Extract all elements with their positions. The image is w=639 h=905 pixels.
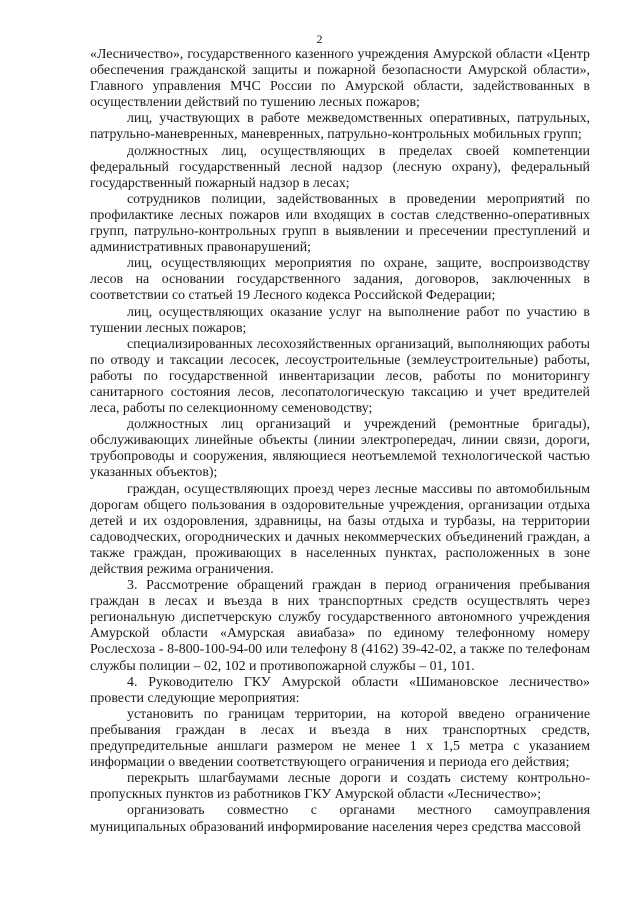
paragraph-measure-public-information: организовать совместно с органами местного самоуправления муниципальных образований информирование населения через средства массовой bbox=[90, 803, 590, 835]
paragraph-exempt-specialized-organizations: специализированных лесохозяйственных организаций, выполняющих работы по отводу и таксации лесосек, лесоустроительные (землеустроительные) работы, работы по государственной инвентаризации лесов, работы по мониторингу санитарного состояния лесов, лесопатологическую таксацию и учет вредителей леса, работы по селекционному семеноводству; bbox=[90, 336, 590, 417]
paragraph-exempt-forest-protection: лиц, осуществляющих мероприятия по охране, защите, воспроизводству лесов на основании государственного задания, договоров, заключенных в соответствии со статьей 19 Лесного кодекса Российской Федерации; bbox=[90, 256, 590, 304]
document-body bbox=[90, 47, 590, 836]
paragraph-exempt-linear-objects-staff: должностных лиц организаций и учреждений (ремонтные бригады), обслуживающих линейные объекты (линии электропередач, линии связи, дороги, трубопроводы и сооружения, являющиеся неотъемлемой технологической частью указанных объектов); bbox=[90, 417, 590, 481]
paragraph-item-4-measures: 4. Руководителю ГКУ Амурской области «Шимановское лесничество» провести следующие мероприятия: bbox=[90, 674, 590, 706]
paragraph-measure-barriers-checkpoints: перекрыть шлагбаумами лесные дороги и создать систему контрольно-пропускных пунктов из работников ГКУ Амурской области «Лесничество»; bbox=[90, 771, 590, 803]
paragraph-exempt-forestry-fire-services: «Лесничество», государственного казенного учреждения Амурской области «Центр обеспечения гражданской защиты и пожарной безопасности Амурской области», Главного управления МЧС России по Амурской области, задействованных в осуществлении действий по тушению лесных пожаров; bbox=[90, 47, 590, 111]
paragraph-exempt-citizens-transit: граждан, осуществляющих проезд через лесные массивы по автомобильным дорогам общего пользования в оздоровительные учреждения, организации отдыха детей и их оздоровления, здравницы, на базы отдыха и турбазы, на территории садоводческих, огороднических и дачных некоммерческих объединений граждан, а также граждан, проживающих в населенных пунктах, расположенных в зоне действия режима ограничения. bbox=[90, 481, 590, 577]
paragraph-exempt-supervision-officials: должностных лиц, осуществляющих в пределах своей компетенции федеральный государственный лесной надзор (лесную охрану), федеральный государственный пожарный надзор в лесах; bbox=[90, 143, 590, 191]
page-number: 2 bbox=[316, 32, 323, 46]
paragraph-item-3-citizen-requests: 3. Рассмотрение обращений граждан в период ограничения пребывания граждан в лесах и въезда в них транспортных средств осуществлять через региональную диспетчерскую службу государственного автономного учреждения Амурской области «Амурская авиабаза» по единому телефонному номеру Рослесхоза - 8-800-100-94-00 или телефону 8 (4162) 39-42-02, а также по телефонам службы полиции – 02, 102 и противопожарной службы – 01, 101. bbox=[90, 578, 590, 674]
paragraph-exempt-patrol-groups: лиц, участвующих в работе межведомственных оперативных, патрульных, патрульно-маневренных, маневренных, патрульно-контрольных мобильных групп; bbox=[90, 111, 590, 143]
paragraph-exempt-police: сотрудников полиции, задействованных в проведении мероприятий по профилактике лесных пожаров или входящих в состав следственно-оперативных групп, патрульно-контрольных групп в выявлении и пресечении преступлений и административных правонарушений; bbox=[90, 191, 590, 256]
paragraph-measure-warning-signs: установить по границам территории, на которой введено ограничение пребывания граждан в лесах и въезда в них транспортных средств, предупредительные аншлаги размером не менее 1 х 1,5 метра с указанием информации о введении соответствующего ограничения и периода его действия; bbox=[90, 706, 590, 771]
paragraph-exempt-firefighting-services: лиц, осуществляющих оказание услуг на выполнение работ по участию в тушении лесных пожаров; bbox=[90, 304, 590, 336]
